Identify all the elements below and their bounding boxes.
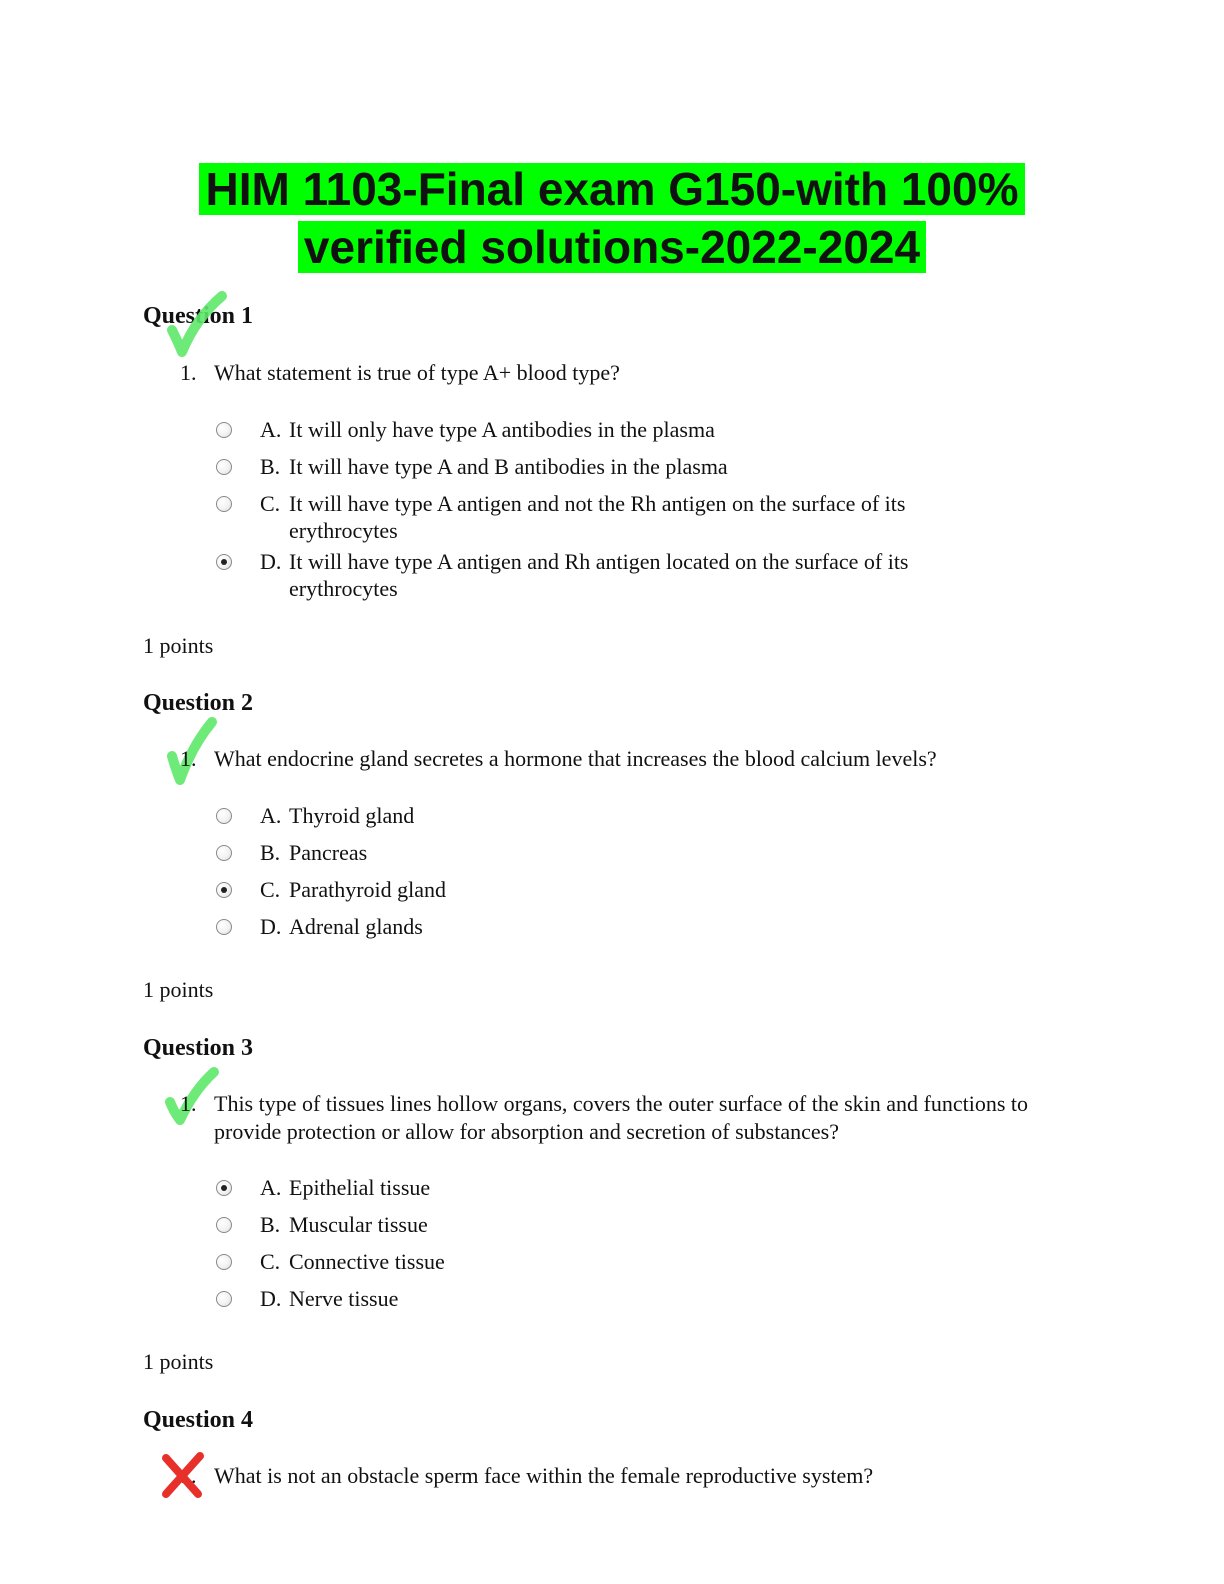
radio-button-selected[interactable]: [216, 882, 232, 898]
option-text: It will have type A antigen and Rh antigen located on the surface of its erythrocytes: [289, 549, 909, 601]
radio-button[interactable]: [216, 496, 232, 512]
option-letter: B.: [260, 840, 281, 865]
radio-button[interactable]: [216, 808, 232, 824]
radio-button[interactable]: [216, 919, 232, 935]
option-text: Pancreas: [289, 840, 368, 865]
option-text: Adrenal glands: [289, 914, 423, 939]
option-text: Thyroid gland: [289, 803, 415, 828]
answer-option[interactable]: [216, 1285, 976, 1312]
question-stem: [180, 1462, 1060, 1490]
option-letter: A.: [260, 1175, 282, 1200]
question-heading: Question 1: [143, 303, 254, 329]
option-letter: D.: [260, 1286, 282, 1311]
points-label: 1 points: [143, 633, 214, 658]
answer-option[interactable]: [216, 490, 976, 544]
question-number: 1.: [180, 746, 197, 771]
answer-option[interactable]: [216, 416, 976, 443]
option-letter: D.: [260, 914, 282, 939]
radio-button-selected[interactable]: [216, 1180, 232, 1196]
radio-button[interactable]: [216, 459, 232, 475]
answer-option[interactable]: [216, 453, 976, 480]
answer-option[interactable]: [216, 876, 976, 903]
title-line-1: HIM 1103-Final exam G150-with 100%: [199, 163, 1024, 215]
radio-button[interactable]: [216, 1217, 232, 1233]
option-letter: D.: [260, 549, 282, 574]
answer-option[interactable]: [216, 913, 976, 940]
question-text: What is not an obstacle sperm face within the female reproductive system?: [214, 1463, 874, 1488]
radio-button[interactable]: [216, 845, 232, 861]
question-text: This type of tissues lines hollow organs, covers the outer surface of the skin and functions to provide protection or allow for absorption and secretion of substances?: [214, 1091, 1029, 1144]
question-heading: Question 3: [143, 1035, 254, 1061]
answer-option[interactable]: [216, 548, 976, 602]
option-letter: C.: [260, 491, 281, 516]
answer-option[interactable]: [216, 1248, 976, 1275]
option-letter: A.: [260, 417, 282, 442]
option-letter: C.: [260, 877, 281, 902]
question-number: 1.: [180, 1091, 197, 1116]
option-text: It will have type A antigen and not the Rh antigen on the surface of its erythrocytes: [289, 491, 906, 543]
question-stem: [180, 745, 1060, 773]
option-text: Connective tissue: [289, 1249, 445, 1274]
title-line-2: verified solutions-2022-2024: [298, 221, 926, 273]
option-text: Epithelial tissue: [289, 1175, 431, 1200]
radio-button[interactable]: [216, 422, 232, 438]
question-heading: Question 4: [143, 1407, 254, 1433]
option-letter: C.: [260, 1249, 281, 1274]
points-label: 1 points: [143, 1349, 214, 1374]
option-text: It will have type A and B antibodies in the plasma: [289, 454, 728, 479]
question-number: 1.: [180, 360, 197, 385]
radio-button[interactable]: [216, 1254, 232, 1270]
question-heading: Question 2: [143, 690, 254, 716]
option-text: Nerve tissue: [289, 1286, 399, 1311]
points-label: 1 points: [143, 977, 214, 1002]
option-text: Parathyroid gland: [289, 877, 447, 902]
page-title: [0, 160, 1224, 276]
answer-option[interactable]: [216, 1174, 976, 1201]
answer-option[interactable]: [216, 839, 976, 866]
question-number: 1.: [180, 1463, 197, 1488]
option-letter: A.: [260, 803, 282, 828]
answer-option[interactable]: [216, 802, 976, 829]
question-stem: [180, 359, 1040, 387]
radio-button-selected[interactable]: [216, 554, 232, 570]
option-text: Muscular tissue: [289, 1212, 428, 1237]
option-letter: B.: [260, 454, 281, 479]
option-letter: B.: [260, 1212, 281, 1237]
question-stem: [180, 1090, 1070, 1146]
option-text: It will only have type A antibodies in the plasma: [289, 417, 715, 442]
question-text: What endocrine gland secretes a hormone that increases the blood calcium levels?: [214, 746, 937, 771]
answer-option[interactable]: [216, 1211, 976, 1238]
radio-button[interactable]: [216, 1291, 232, 1307]
question-text: What statement is true of type A+ blood type?: [214, 360, 620, 385]
